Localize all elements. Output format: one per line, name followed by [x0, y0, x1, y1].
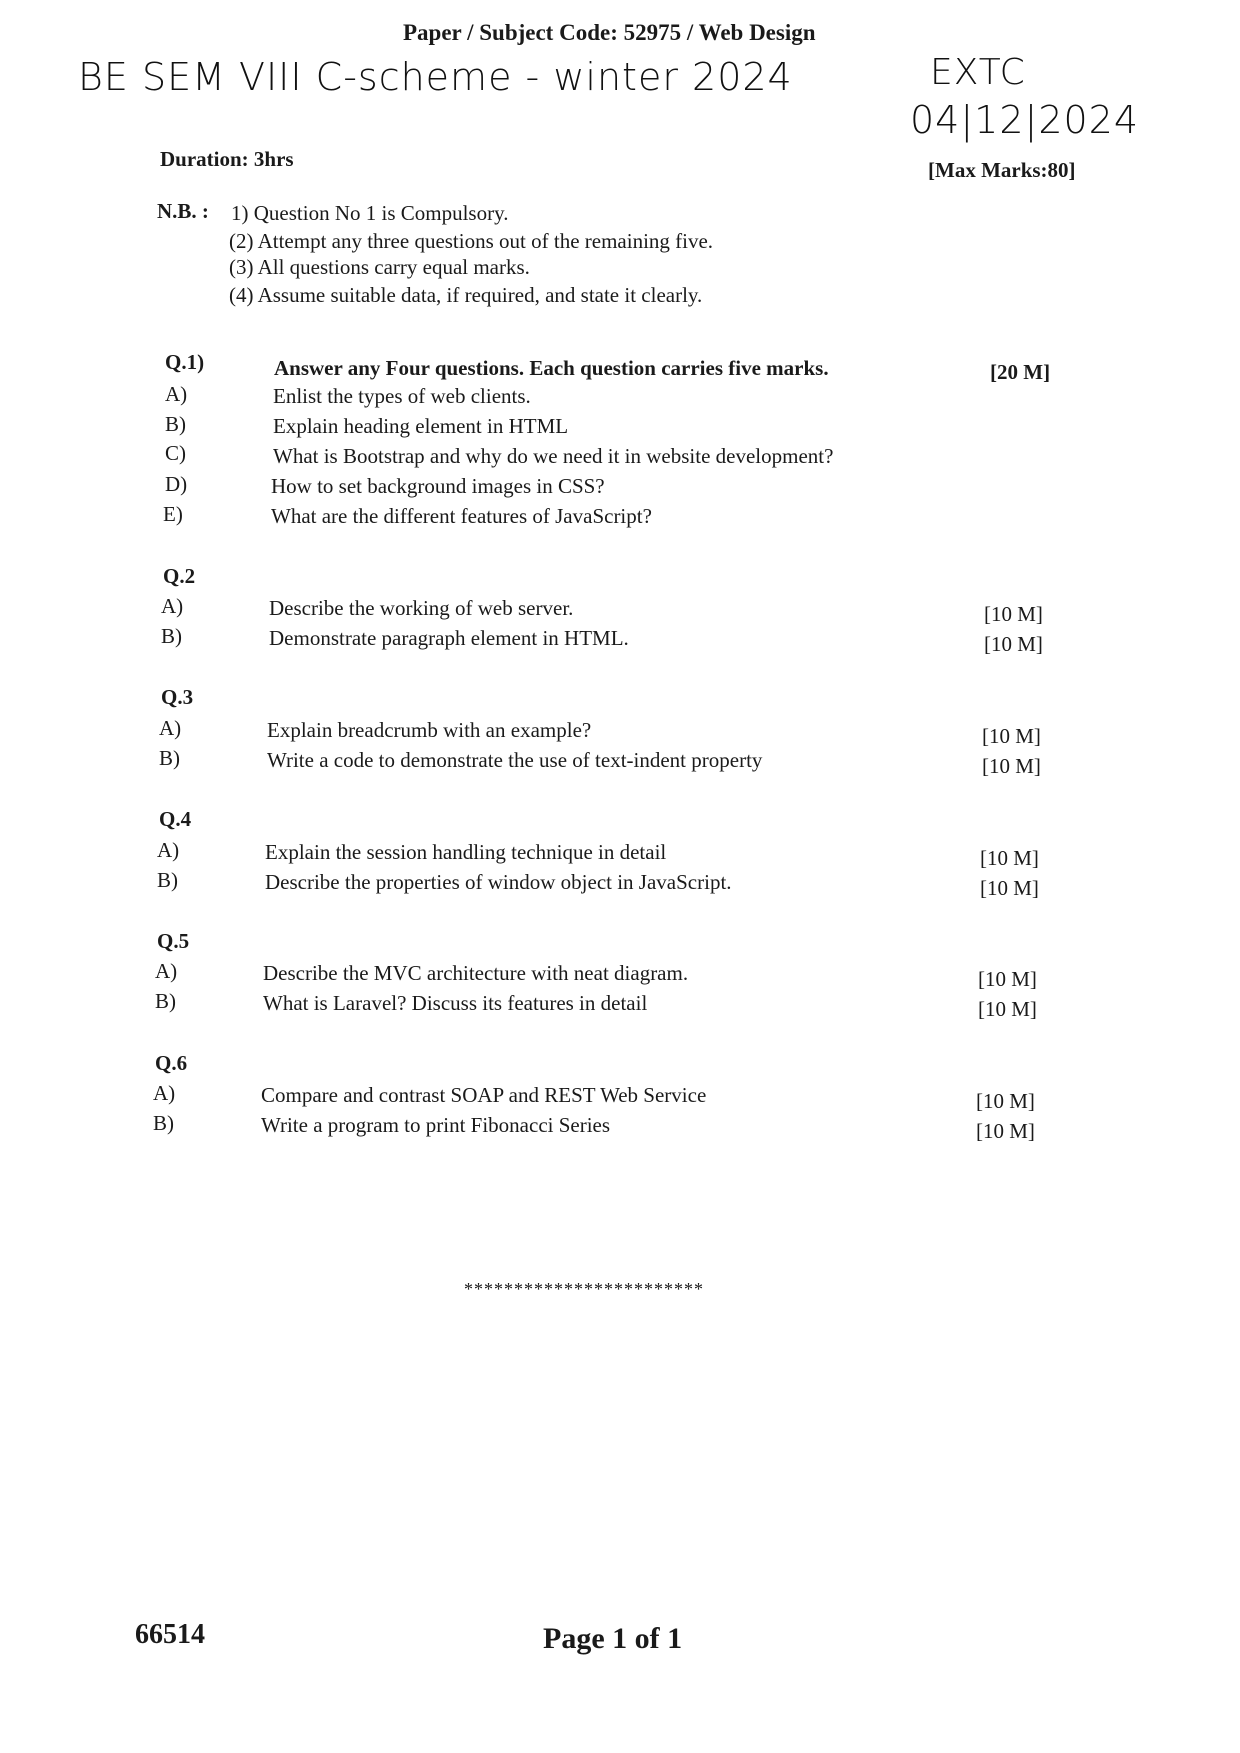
part-text: Explain heading element in HTML — [273, 414, 569, 438]
part-label: B) — [165, 412, 186, 436]
question-number: Q.6 — [155, 1051, 188, 1075]
part-text: What is Bootstrap and why do we need it in website development? — [273, 444, 834, 468]
part-label: B) — [157, 868, 178, 892]
part-label: C) — [165, 441, 186, 465]
instructions-label: N.B. : — [157, 199, 209, 223]
question-number: Q.5 — [157, 929, 190, 953]
part-text: Explain the session handling technique in detail — [265, 840, 667, 864]
question-number: Q.4 — [159, 807, 192, 831]
part-text: What are the different features of JavaScript? — [271, 504, 652, 528]
part-marks: [10 M] — [982, 754, 1041, 778]
question-number: Q.2 — [163, 564, 196, 588]
part-label: A) — [161, 594, 184, 618]
instruction-item: 1) Question No 1 is Compulsory. — [231, 201, 509, 225]
part-label: A) — [157, 838, 180, 862]
end-marker: ************************ — [464, 1279, 704, 1299]
part-text: Demonstrate paragraph element in HTML. — [269, 626, 629, 650]
part-text: Describe the working of web server. — [269, 596, 574, 620]
handwritten-date-note: 04|12|2024 — [910, 98, 1140, 142]
part-marks: [10 M] — [984, 632, 1043, 656]
part-marks: [10 M] — [980, 846, 1039, 870]
part-label: B) — [155, 989, 176, 1013]
handwritten-branch-note: EXTC — [930, 52, 1026, 93]
part-text: Describe the properties of window object in JavaScript. — [265, 870, 732, 894]
part-marks: [10 M] — [978, 967, 1037, 991]
part-marks: [10 M] — [984, 602, 1043, 626]
footer-code: 66514 — [135, 1619, 205, 1650]
part-label: E) — [163, 502, 183, 526]
question-instruction: Answer any Four questions. Each question carries five marks. — [274, 356, 829, 380]
part-text: How to set background images in CSS? — [271, 474, 605, 498]
instruction-item: (4) Assume suitable data, if required, and state it clearly. — [229, 283, 703, 307]
part-label: B) — [161, 624, 182, 648]
part-marks: [10 M] — [976, 1119, 1035, 1143]
handwritten-course-note: BE SEM VIII C-scheme - winter 2024 — [78, 55, 793, 99]
question-number: Q.1) — [165, 350, 205, 374]
part-text: Write a code to demonstrate the use of text-indent property — [267, 748, 763, 772]
part-text: Explain breadcrumb with an example? — [267, 718, 592, 742]
part-text: Enlist the types of web clients. — [273, 384, 531, 408]
part-text: Describe the MVC architecture with neat diagram. — [263, 961, 689, 985]
part-text: Compare and contrast SOAP and REST Web Service — [261, 1083, 707, 1107]
part-marks: [10 M] — [976, 1089, 1035, 1113]
instruction-item: (2) Attempt any three questions out of the remaining five. — [229, 229, 714, 253]
max-marks: [Max Marks:80] — [928, 158, 1076, 182]
part-text: Write a program to print Fibonacci Series — [261, 1113, 611, 1137]
part-label: B) — [159, 746, 180, 770]
part-label: B) — [153, 1111, 174, 1135]
page-number: Page 1 of 1 — [543, 1622, 683, 1655]
question-number: Q.3 — [161, 685, 194, 709]
part-label: A) — [155, 959, 178, 983]
part-marks: [10 M] — [982, 724, 1041, 748]
part-marks: [10 M] — [978, 997, 1037, 1021]
part-label: A) — [159, 716, 182, 740]
duration: Duration: 3hrs — [160, 147, 294, 171]
part-label: A) — [153, 1081, 176, 1105]
part-text: What is Laravel? Discuss its features in detail — [263, 991, 648, 1015]
part-marks: [10 M] — [980, 876, 1039, 900]
part-label: D) — [165, 472, 188, 496]
question-marks: [20 M] — [990, 360, 1051, 384]
part-label: A) — [165, 382, 188, 406]
paper-code: Paper / Subject Code: 52975 / Web Design — [403, 20, 816, 45]
instruction-item: (3) All questions carry equal marks. — [229, 255, 530, 279]
